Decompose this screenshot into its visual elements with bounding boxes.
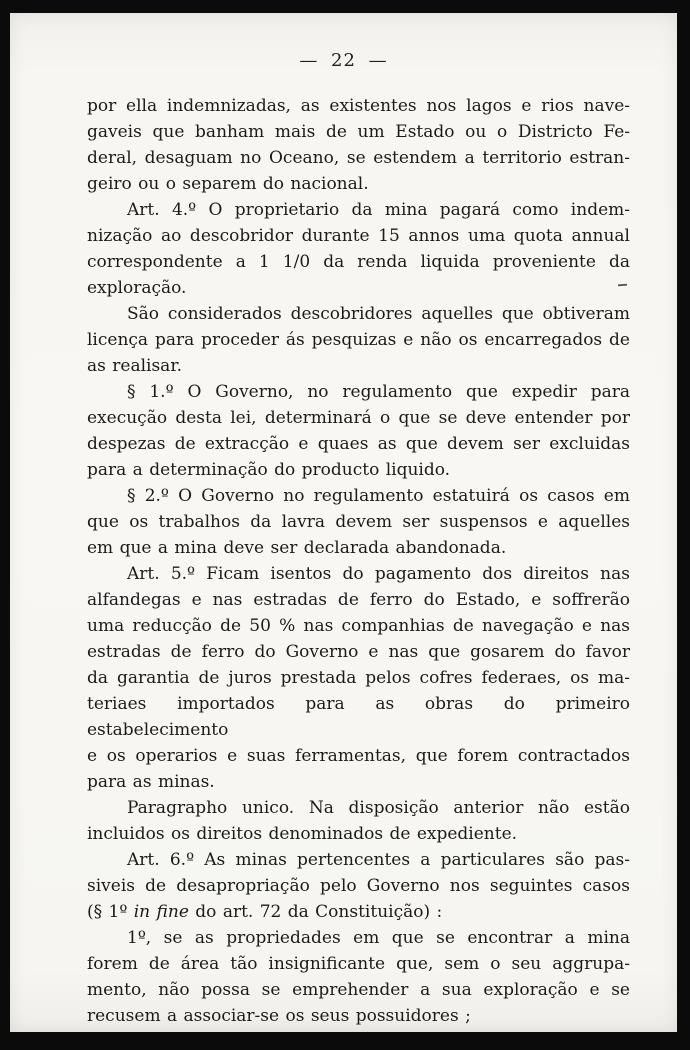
text-line: estradas de ferro do Governo e nas que gosarem do favor <box>87 642 630 662</box>
text-line: alfandegas e nas estradas de ferro do Estado, e soffrerão <box>87 590 630 610</box>
text-line: (§ 1º in fine do art. 72 da Constituição) : <box>87 902 443 922</box>
text-line: gaveis que banham mais de um Estado ou o Districto Fe- <box>87 122 630 142</box>
text-line: mento, não possa se emprehender a sua exploração e se <box>87 980 630 1000</box>
text-line: em que a mina deve ser declarada abandonada. <box>87 538 507 558</box>
text-line: Art. 6.º As minas pertencentes a particulares são pas- <box>127 850 630 870</box>
text-line: da garantia de juros prestada pelos cofres federaes, os ma- <box>87 668 630 688</box>
paragraph <box>87 483 630 561</box>
text-line: Paragrapho unico. Na disposição anterior não estão <box>127 798 630 818</box>
text-line: exploração. <box>87 278 187 298</box>
paragraph <box>87 795 630 847</box>
text-line: uma reducção de 50 % nas companhias de navegação e nas <box>87 616 630 636</box>
text-line: execução desta lei, determinará o que se deve entender por <box>87 408 630 428</box>
text-line: licença para proceder ás pesquizas e não os encarregados de <box>87 330 630 350</box>
text-line: por ella indemnizadas, as existentes nos lagos e rios nave- <box>87 96 630 116</box>
paragraph <box>87 93 630 197</box>
text-line: as realisar. <box>87 356 182 376</box>
paragraph <box>87 847 630 925</box>
text-line: recusem a associar-se os seus possuidores ; <box>87 1006 471 1026</box>
text-line: 1º, se as propriedades em que se encontrar a mina <box>127 928 630 948</box>
text-line: e os operarios e suas ferramentas, que forem contractados <box>87 746 630 766</box>
text-line: despezas de extracção e quaes as que devem ser excluidas <box>87 434 630 454</box>
paragraph <box>87 301 630 379</box>
text-line: correspondente a 1 1/0 da renda liquida proveniente da <box>87 252 630 272</box>
text-line: nização ao descobridor durante 15 annos uma quota annual <box>87 226 630 246</box>
text-line: forem de área tão insignificante que, sem o seu aggrupa- <box>87 954 630 974</box>
page-number: — 22 — <box>299 50 388 71</box>
text-line: Art. 4.º O proprietario da mina pagará como indem- <box>127 200 630 220</box>
text-line: que os trabalhos da lavra devem ser suspensos e aquelles <box>87 512 630 532</box>
text-block <box>87 93 630 1029</box>
text-line: geiro ou o separem do nacional. <box>87 174 369 194</box>
paragraph <box>87 561 630 795</box>
text-line: deral, desaguam no Oceano, se estendem a territorio estran- <box>87 148 630 168</box>
text-line: para a determinação do producto liquido. <box>87 460 451 480</box>
text-line: teriaes importados para as obras do primeiro estabelecimento <box>87 694 630 740</box>
text-line: siveis de desapropriação pelo Governo nos seguintes casos <box>87 876 630 896</box>
paragraph <box>87 925 630 1029</box>
text-line: § 1.º O Governo, no regulamento que expedir para <box>127 382 630 402</box>
text-line: § 2.º O Governo no regulamento estatuirá os casos em <box>127 486 630 506</box>
page <box>10 13 677 1032</box>
text-line: para as minas. <box>87 772 215 792</box>
paragraph <box>87 379 630 483</box>
text-line: Art. 5.º Ficam isentos do pagamento dos direitos nas <box>127 564 630 584</box>
text-line: incluidos os direitos denominados de expediente. <box>87 824 518 844</box>
text-line: São considerados descobridores aquelles que obtiveram <box>127 304 630 324</box>
paragraph <box>87 197 630 301</box>
